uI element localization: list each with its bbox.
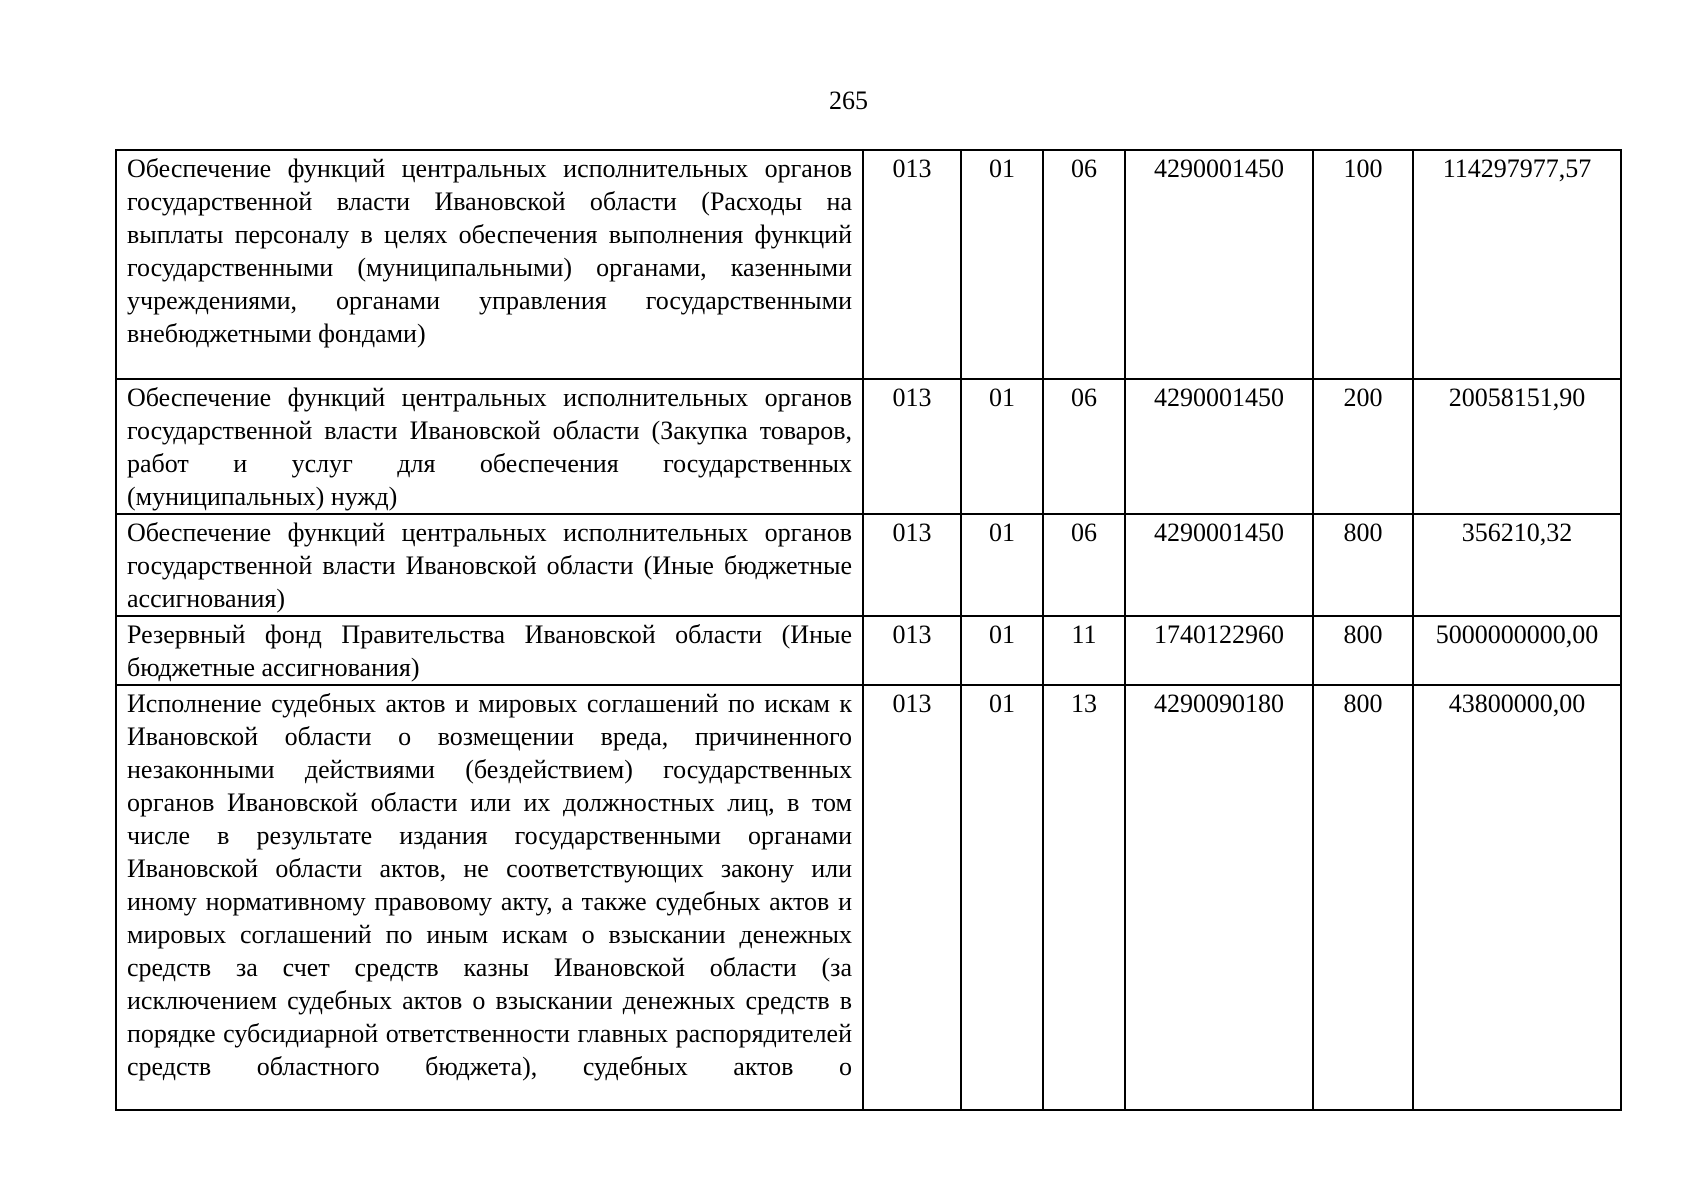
ministry-code: 013 <box>863 514 961 616</box>
subsection-code: 11 <box>1043 616 1125 685</box>
expense-type-code: 800 <box>1313 616 1413 685</box>
row-description: Исполнение судебных актов и мировых соглашений по искам к Ивановской области о возмещении вреда, причиненного незаконными действиями (бездействием) государственных органов Ивановской области или их должностных лиц, в том числе в результате издания государственными органами Ивановской области актов, не соответствующих закону или иному нормативному правовому акту, а также судебных актов и мировых соглашений по иным искам о взыскании денежных средств за счет средств казны Ивановской области (за исключением судебных актов о взыскании денежных средств в порядке субсидиарной ответственности главных распорядителей средств областного бюджета), судебных актов о <box>116 685 863 1110</box>
ministry-code: 013 <box>863 379 961 514</box>
budget-table <box>115 149 1622 1111</box>
amount: 356210,32 <box>1413 514 1621 616</box>
target-article-code: 4290090180 <box>1125 685 1313 1110</box>
target-article-code: 4290001450 <box>1125 379 1313 514</box>
expense-type-code: 200 <box>1313 379 1413 514</box>
ministry-code: 013 <box>863 150 961 379</box>
table-row <box>116 616 1621 685</box>
expense-type-code: 800 <box>1313 685 1413 1110</box>
subsection-code: 06 <box>1043 379 1125 514</box>
section-code: 01 <box>961 616 1043 685</box>
target-article-code: 4290001450 <box>1125 150 1313 379</box>
table-row <box>116 379 1621 514</box>
subsection-code: 06 <box>1043 514 1125 616</box>
table-row <box>116 685 1621 1110</box>
section-code: 01 <box>961 150 1043 379</box>
target-article-code: 4290001450 <box>1125 514 1313 616</box>
row-description: Обеспечение функций центральных исполнительных органов государственной власти Ивановской области (Расходы на выплаты персоналу в целях обеспечения выполнения функций государственными (муниципальными) органами, казенными учреждениями, органами управления государственными внебюджетными фондами) <box>116 150 863 379</box>
expense-type-code: 800 <box>1313 514 1413 616</box>
section-code: 01 <box>961 514 1043 616</box>
row-description: Обеспечение функций центральных исполнительных органов государственной власти Ивановской области (Иные бюджетные ассигнования) <box>116 514 863 616</box>
subsection-code: 06 <box>1043 150 1125 379</box>
ministry-code: 013 <box>863 616 961 685</box>
section-code: 01 <box>961 685 1043 1110</box>
page-number: 265 <box>829 86 868 115</box>
amount: 43800000,00 <box>1413 685 1621 1110</box>
ministry-code: 013 <box>863 685 961 1110</box>
section-code: 01 <box>961 379 1043 514</box>
row-description: Обеспечение функций центральных исполнительных органов государственной власти Ивановской области (Закупка товаров, работ и услуг для обеспечения государственных (муниципальных) нужд) <box>116 379 863 514</box>
amount: 114297977,57 <box>1413 150 1621 379</box>
table-row <box>116 150 1621 379</box>
subsection-code: 13 <box>1043 685 1125 1110</box>
target-article-code: 1740122960 <box>1125 616 1313 685</box>
amount: 20058151,90 <box>1413 379 1621 514</box>
expense-type-code: 100 <box>1313 150 1413 379</box>
row-description: Резервный фонд Правительства Ивановской области (Иные бюджетные ассигнования) <box>116 616 863 685</box>
table-row <box>116 514 1621 616</box>
amount: 5000000000,00 <box>1413 616 1621 685</box>
